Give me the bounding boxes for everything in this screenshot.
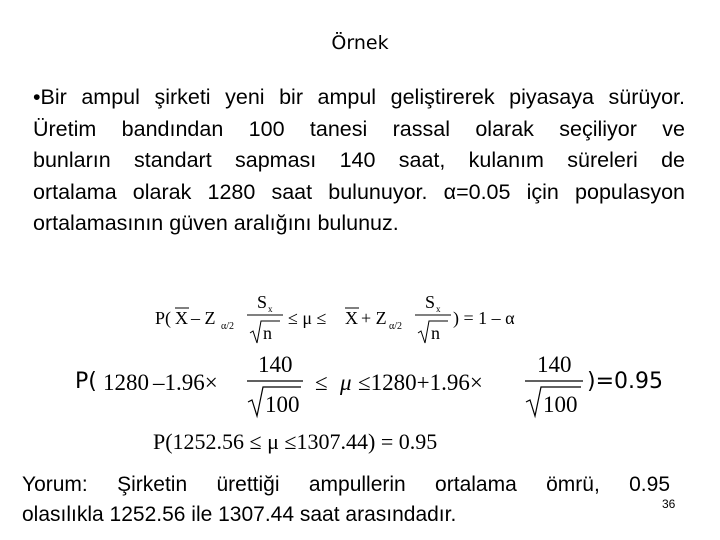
formula-le-mu-le: ≤ μ ≤ bbox=[288, 308, 327, 328]
formula-sqrt-n: n bbox=[263, 323, 272, 343]
numeric-le2: ≤1280+1.96× bbox=[358, 370, 483, 395]
comment-line-1: Yorum: Şirketin ürettiği ampullerin ortalama ömrü, 0.95 bbox=[22, 473, 670, 496]
problem-line-3: bunların standart sapması 140 saat, kulanım süreleri de bbox=[33, 148, 685, 172]
comment-text bbox=[22, 470, 670, 530]
numeric-mu: μ bbox=[340, 370, 352, 395]
formula-p-open: P( bbox=[155, 308, 172, 328]
formula-sqrt-n-2: n bbox=[431, 323, 440, 343]
comment-line-2: olasılıkla 1252.56 ile 1307.44 saat arasındadır. bbox=[22, 503, 457, 526]
formula-xbar: X bbox=[175, 308, 188, 328]
numeric-close-rhs: )=0.95 bbox=[587, 369, 664, 394]
formula-z-sub: α/2 bbox=[221, 321, 235, 332]
numeric-minus-coef: –1.96× bbox=[153, 370, 218, 395]
formula-plus-z: + Z bbox=[361, 308, 387, 328]
result-formula bbox=[153, 423, 513, 457]
problem-line-4-text: ortalama olarak 1280 saat bulunuyor. bbox=[33, 179, 444, 204]
formula-close-rhs: ) = 1 – α bbox=[453, 308, 515, 328]
numeric-sd2: 140 bbox=[537, 352, 572, 377]
formula-sx-sub-2: x bbox=[436, 304, 441, 314]
result-formula-text: P(1252.56 ≤ μ ≤1307.44) = 0.95 bbox=[153, 429, 438, 454]
problem-line-1: •Bir ampul şirketi yeni bir ampul geliştirerek piyasaya sürüyor. bbox=[33, 85, 685, 109]
page-number: 36 bbox=[662, 497, 676, 511]
problem-line-5: ortalamasının güven aralığını bulunuz. bbox=[33, 211, 399, 235]
formula-xbar-2: X bbox=[345, 308, 358, 328]
problem-statement bbox=[33, 82, 685, 240]
formula-sx: S bbox=[257, 292, 268, 312]
slide-title: Örnek bbox=[331, 32, 389, 54]
numeric-le: ≤ bbox=[315, 370, 328, 395]
problem-line-2: Üretim bandından 100 tanesi rassal olarak seçiliyor ve bbox=[33, 116, 685, 141]
formula-sx-2: S bbox=[425, 292, 436, 312]
numeric-n2: 100 bbox=[543, 392, 578, 417]
numeric-n: 100 bbox=[265, 392, 300, 417]
formula-sx-sub: x bbox=[268, 304, 273, 314]
alpha-text: α=0.05 için populasyon bbox=[443, 179, 686, 204]
general-ci-formula bbox=[155, 291, 525, 347]
numeric-p-open: P( bbox=[75, 369, 97, 394]
formula-minus-z: – Z bbox=[191, 308, 216, 328]
problem-line-4 bbox=[33, 177, 685, 209]
numeric-sd: 140 bbox=[258, 352, 293, 377]
formula-z-sub-2: α/2 bbox=[389, 321, 403, 332]
numeric-ci-formula bbox=[75, 352, 675, 422]
numeric-mean: 1280 bbox=[103, 370, 149, 395]
